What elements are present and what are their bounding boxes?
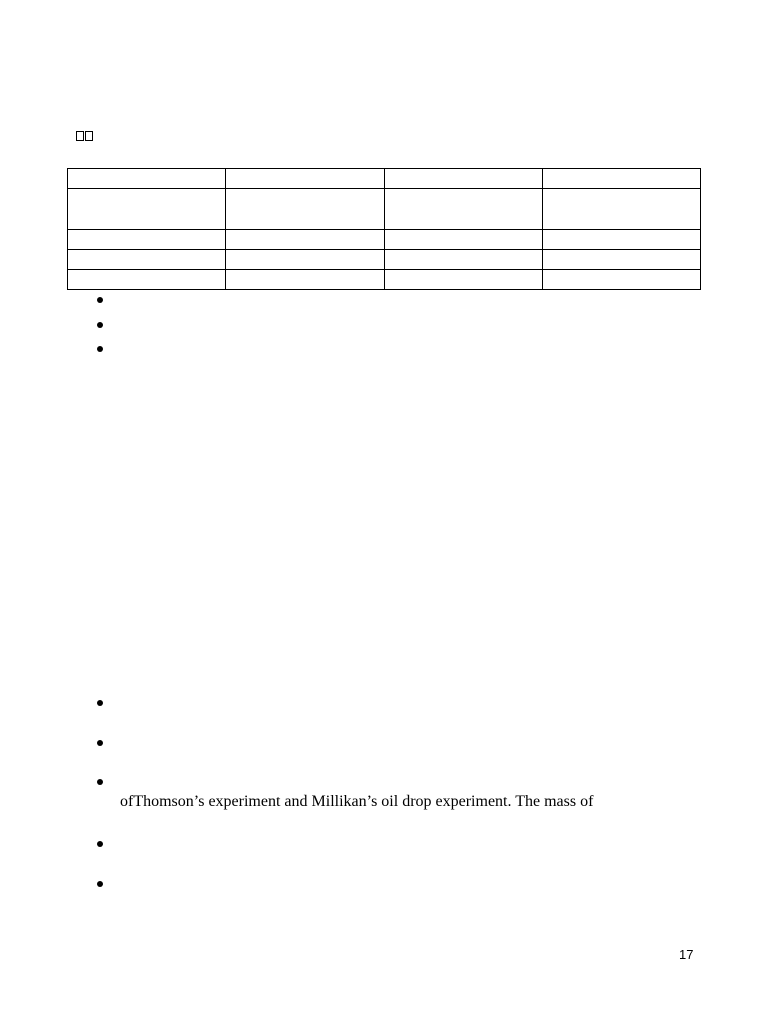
table-cell (68, 270, 226, 290)
table-cell (226, 270, 384, 290)
page-number: 17 (679, 947, 694, 962)
table-cell (384, 270, 542, 290)
table-cell (384, 189, 542, 230)
bullet-icon (97, 841, 103, 847)
table-cell (226, 169, 384, 189)
table-row (68, 270, 701, 290)
bullet-icon (97, 881, 103, 887)
bullet-icon (97, 346, 103, 352)
bullet-icon (97, 322, 103, 328)
table-cell (384, 230, 542, 250)
missing-glyph-icon (85, 131, 93, 141)
missing-glyph-icons (76, 131, 93, 141)
table-row (68, 169, 701, 189)
missing-glyph-icon (76, 131, 84, 141)
table-cell (542, 169, 700, 189)
table-cell (68, 169, 226, 189)
bullet-icon (97, 740, 103, 746)
bullet-icon (97, 700, 103, 706)
data-table (67, 168, 701, 290)
table-cell (542, 270, 700, 290)
bullet-icon (97, 297, 103, 303)
table-cell (68, 250, 226, 270)
table-cell (384, 250, 542, 270)
table-cell (226, 250, 384, 270)
table-cell (226, 189, 384, 230)
table-cell (68, 230, 226, 250)
table-cell (542, 230, 700, 250)
body-text-line: ofThomson’s experiment and Millikan’s oil drop experiment. The mass of (120, 793, 594, 810)
table-cell (68, 189, 226, 230)
bullet-icon (97, 779, 103, 785)
table-cell (542, 189, 700, 230)
table-row (68, 230, 701, 250)
table-row (68, 189, 701, 230)
table-cell (542, 250, 700, 270)
table-cell (226, 230, 384, 250)
table-cell (384, 169, 542, 189)
table-row (68, 250, 701, 270)
